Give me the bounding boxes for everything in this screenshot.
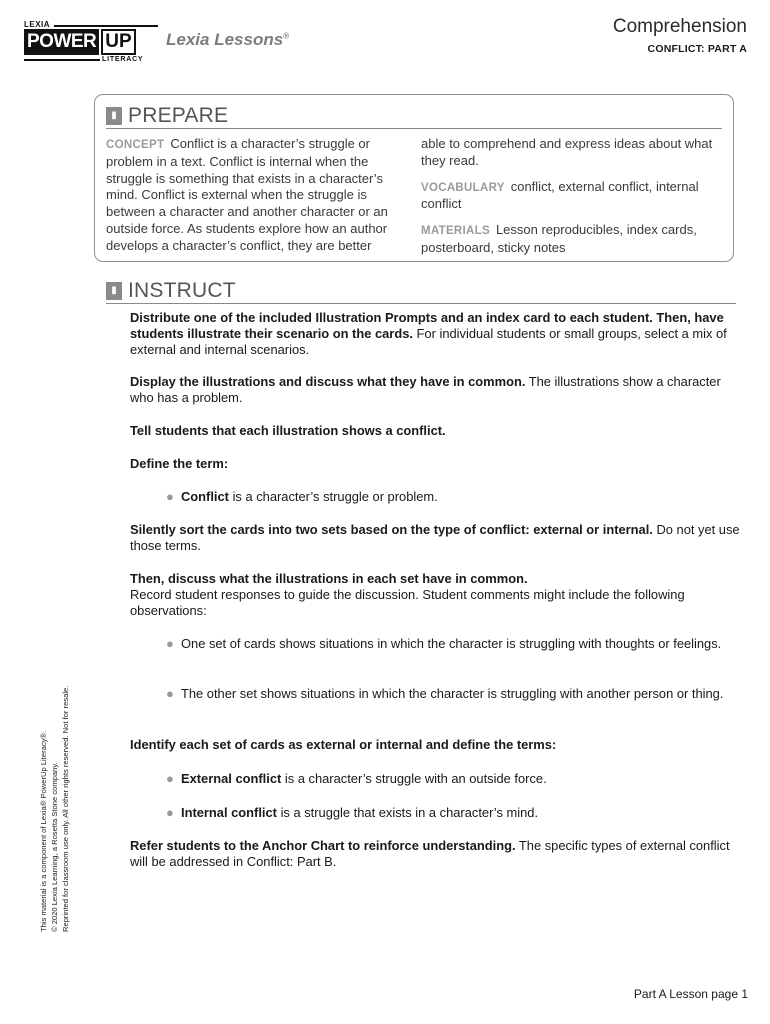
bullet-icon: ●	[166, 686, 174, 701]
instruct-title: INSTRUCT	[128, 279, 236, 302]
logo-lessons-text	[166, 30, 289, 50]
instruct-bold-text: Display the illustrations and discuss what they have in common.	[130, 374, 526, 389]
logo-lessons-label: Lexia Lessons	[166, 30, 284, 49]
instruct-bold-text: Then, discuss what the illustrations in each set have in common.	[130, 571, 528, 586]
instruct-bold-text: Distribute one of the included Illustration Prompts and an index card to each student. Then, have students illustrate their scenario on the cards.	[130, 310, 724, 342]
instruct-text: For individual students or small groups, select a mix of external and internal scenarios.	[130, 326, 727, 358]
instruct-icon: ▮	[106, 282, 122, 300]
bullet-item	[166, 771, 726, 787]
legal-line: © 2020 Lexia Learning, a Rosetta Stone company.	[50, 762, 59, 932]
bullet-icon: ●	[166, 489, 174, 504]
instruct-paragraph	[130, 310, 740, 359]
prepare-icon: ▮	[106, 107, 122, 125]
lexia-powerup-logo	[24, 20, 290, 66]
bullet-icon: ●	[166, 771, 174, 786]
prepare-title: PREPARE	[128, 104, 229, 127]
prepare-left-column	[106, 136, 404, 255]
instruct-bold-text: Identify each set of cards as external or internal and define the terms:	[130, 737, 557, 752]
section-rule	[106, 303, 736, 304]
logo-up-text: UP	[101, 29, 135, 55]
bullet-text: is a struggle that exists in a character’s mind.	[276, 805, 539, 820]
instruct-bold-text: Silently sort the cards into two sets based on the type of conflict: external or internal.	[130, 522, 653, 537]
bullet-icon: ●	[166, 805, 174, 820]
instruct-bold-text: Refer students to the Anchor Chart to reinforce understanding.	[130, 838, 516, 853]
concept-continued: able to comprehend and express ideas about what they read.	[421, 136, 713, 168]
bullet-item	[166, 636, 726, 652]
prepare-heading	[106, 104, 228, 128]
instruct-text: The illustrations show a character who has a problem.	[130, 374, 721, 406]
instruct-bold-text: Define the term:	[130, 456, 229, 471]
page-footer: Part A Lesson page 1	[633, 987, 748, 1001]
instruct-paragraph	[130, 838, 740, 870]
legal-notice	[38, 632, 71, 932]
bullet-bold-text: External conflict	[181, 771, 282, 786]
materials-label: MATERIALS	[421, 225, 490, 238]
instruct-text: Record student responses to guide the discussion. Student comments might include the following observations:	[130, 587, 685, 619]
instruct-paragraph	[130, 423, 740, 439]
bullet-item	[166, 805, 726, 821]
instruct-paragraph	[130, 571, 740, 620]
instruct-paragraph	[130, 737, 740, 753]
instruct-bold-text: Tell students that each illustration shows a conflict.	[130, 423, 446, 438]
bullet-item	[166, 489, 726, 505]
instruct-paragraph	[130, 522, 740, 554]
logo-divider	[54, 25, 158, 27]
page-title: Comprehension	[612, 16, 747, 37]
logo-power-text: POWER	[24, 29, 99, 55]
bullet-text: is a character’s struggle or problem.	[228, 489, 438, 504]
logo-powerup-mark	[24, 29, 136, 55]
bullet-icon: ●	[166, 636, 174, 651]
instruct-paragraph	[130, 374, 740, 406]
vocabulary-label: VOCABULARY	[421, 181, 505, 194]
instruct-text: Do not yet use those terms.	[130, 522, 740, 554]
logo-divider	[24, 59, 100, 61]
legal-line: Reprinted for classroom use only. All other rights reserved. Not for resale.	[61, 685, 70, 932]
materials-block	[421, 222, 721, 257]
logo-literacy-text: LITERACY	[102, 56, 144, 63]
prepare-right-column	[421, 136, 721, 257]
registered-mark: ®	[283, 31, 290, 41]
logo-lexia-text: LEXIA	[24, 20, 51, 29]
bullet-text: is a character’s struggle with an outside force.	[281, 771, 547, 786]
instruct-paragraph	[130, 456, 740, 472]
vocabulary-block	[421, 179, 721, 214]
instruct-text: The specific types of external conflict will be addressed in Conflict: Part B.	[130, 838, 730, 870]
bullet-text: One set of cards shows situations in which the character is struggling with thoughts or feelings.	[181, 636, 722, 651]
bullet-bold-text: Internal conflict	[181, 805, 277, 820]
page-subtitle: CONFLICT: PART A	[647, 43, 747, 55]
vocabulary-text: conflict, external conflict, internal conflict	[421, 178, 699, 212]
instruct-heading	[106, 279, 236, 303]
concept-label: CONCEPT	[106, 139, 165, 151]
materials-text: Lesson reproducibles, index cards, posterboard, sticky notes	[421, 222, 697, 255]
section-rule	[106, 128, 722, 129]
bullet-item	[166, 686, 726, 702]
bullet-text: The other set shows situations in which the character is struggling with another person or thing.	[181, 686, 724, 701]
concept-text: Conflict is a character’s struggle or problem in a text. Conflict is internal when the struggle is something that exists in a character’s mind. Conflict is external when the struggle is between a character and another character or an outside force. As students explore how an author develops a character’s conflict, they are better	[106, 136, 388, 253]
legal-line: This material is a component of Lexia® PowerUp Literacy®.	[39, 730, 48, 932]
bullet-bold-text: Conflict	[181, 489, 229, 504]
